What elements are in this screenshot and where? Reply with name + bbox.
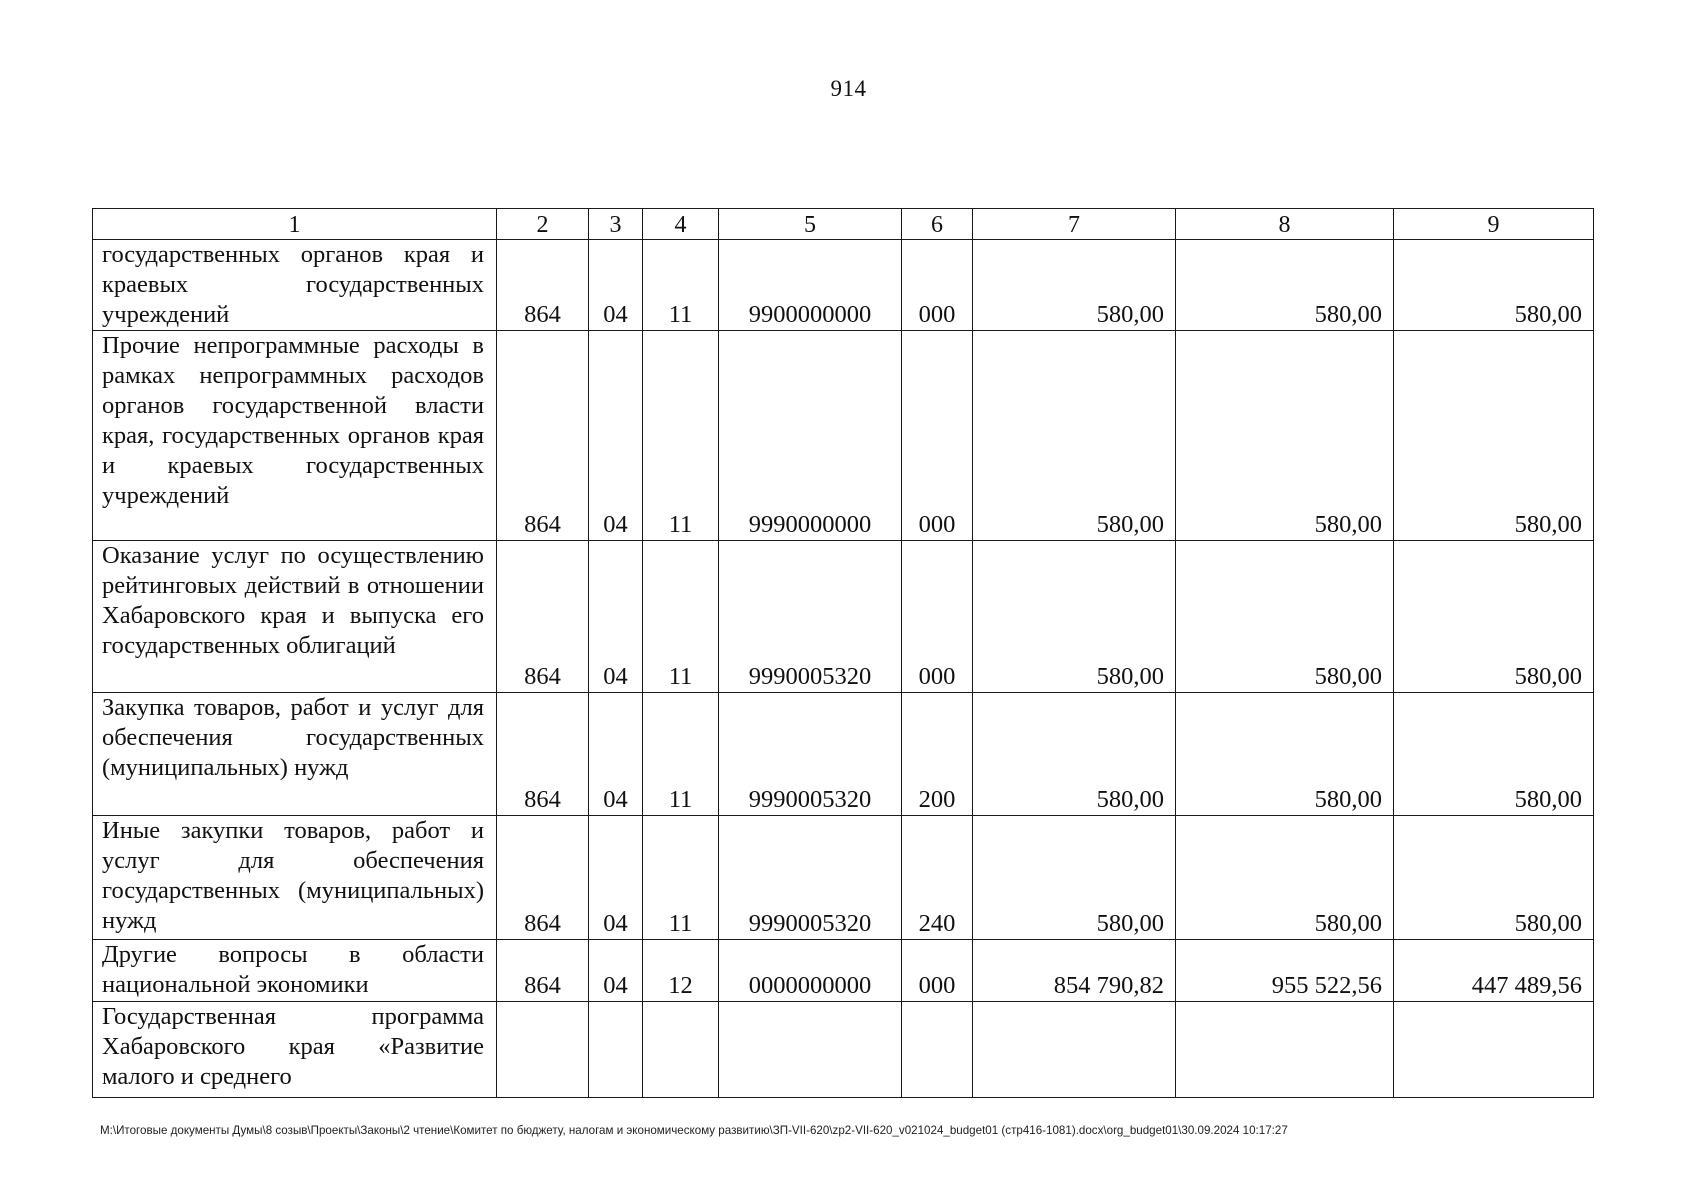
cell-amount-9: 580,00 xyxy=(1394,693,1594,816)
cell-code xyxy=(497,1002,589,1098)
cell-amount-9: 447 489,56 xyxy=(1394,940,1594,1002)
table-row xyxy=(93,940,1594,1002)
row-description: Другие вопросы в области национальной экономики xyxy=(93,940,497,1002)
cell-subsection: 11 xyxy=(643,331,719,541)
row-description: Прочие непрограммные расходы в рамках непрограммных расходов органов государственной власти края, государственных органов края и краевых государственных учреждений xyxy=(93,331,497,541)
cell-section: 04 xyxy=(589,693,643,816)
cell-expense-type: 000 xyxy=(902,541,973,693)
cell-expense-type: 240 xyxy=(902,816,973,940)
cell-section: 04 xyxy=(589,331,643,541)
cell-expense-type: 200 xyxy=(902,693,973,816)
cell-section: 04 xyxy=(589,940,643,1002)
table-row xyxy=(93,1002,1594,1098)
column-header-5: 5 xyxy=(719,209,902,240)
page-number: 914 xyxy=(830,76,867,101)
budget-table xyxy=(92,208,1594,1098)
cell-amount-8 xyxy=(1176,1002,1394,1098)
cell-code: 864 xyxy=(497,816,589,940)
table-row xyxy=(93,541,1594,693)
cell-section: 04 xyxy=(589,541,643,693)
row-description: государственных органов края и краевых государственных учреждений xyxy=(93,240,497,331)
cell-subsection: 11 xyxy=(643,541,719,693)
cell-code: 864 xyxy=(497,541,589,693)
cell-amount-7: 580,00 xyxy=(973,816,1176,940)
cell-amount-7 xyxy=(973,1002,1176,1098)
cell-target-article: 9990000000 xyxy=(719,331,902,541)
cell-amount-7: 854 790,82 xyxy=(973,940,1176,1002)
column-header-1: 1 xyxy=(93,209,497,240)
cell-target-article: 9990005320 xyxy=(719,693,902,816)
cell-code: 864 xyxy=(497,331,589,541)
column-header-9: 9 xyxy=(1394,209,1594,240)
cell-amount-7: 580,00 xyxy=(973,240,1176,331)
column-header-4: 4 xyxy=(643,209,719,240)
cell-code: 864 xyxy=(497,940,589,1002)
cell-subsection: 11 xyxy=(643,240,719,331)
cell-target-article: 9990005320 xyxy=(719,816,902,940)
cell-expense-type: 000 xyxy=(902,331,973,541)
cell-amount-8: 580,00 xyxy=(1176,693,1394,816)
table-row xyxy=(93,816,1594,940)
column-header-3: 3 xyxy=(589,209,643,240)
table-row xyxy=(93,331,1594,541)
cell-amount-8: 955 522,56 xyxy=(1176,940,1394,1002)
footer-file-path: M:\Итоговые документы Думы\8 созыв\Проекты\Законы\2 чтение\Комитет по бюджету, налогам и экономическому развитию\ЗП-VII-620\zp2-VII-620_v021024_budget01 (стр416-1081).docx\org_budget01\30.09.2024 10:17:27 xyxy=(100,1124,1288,1137)
column-header-2: 2 xyxy=(497,209,589,240)
cell-expense-type: 000 xyxy=(902,940,973,1002)
cell-section: 04 xyxy=(589,240,643,331)
cell-subsection: 11 xyxy=(643,816,719,940)
cell-amount-7: 580,00 xyxy=(973,541,1176,693)
cell-expense-type xyxy=(902,1002,973,1098)
cell-amount-9: 580,00 xyxy=(1394,816,1594,940)
column-header-8: 8 xyxy=(1176,209,1394,240)
cell-amount-9 xyxy=(1394,1002,1594,1098)
cell-amount-8: 580,00 xyxy=(1176,816,1394,940)
cell-target-article xyxy=(719,1002,902,1098)
column-header-6: 6 xyxy=(902,209,973,240)
cell-code: 864 xyxy=(497,240,589,331)
cell-section: 04 xyxy=(589,816,643,940)
row-description: Государственная программа Хабаровского края «Развитие малого и среднего xyxy=(93,1002,497,1098)
row-description: Иные закупки товаров, работ и услуг для обеспечения государственных (муниципальных) нужд xyxy=(93,816,497,940)
cell-expense-type: 000 xyxy=(902,240,973,331)
cell-subsection xyxy=(643,1002,719,1098)
cell-amount-8: 580,00 xyxy=(1176,331,1394,541)
cell-code: 864 xyxy=(497,693,589,816)
cell-amount-9: 580,00 xyxy=(1394,541,1594,693)
row-description: Закупка товаров, работ и услуг для обеспечения государственных (муниципальных) нужд xyxy=(93,693,497,816)
cell-amount-8: 580,00 xyxy=(1176,541,1394,693)
cell-amount-7: 580,00 xyxy=(973,331,1176,541)
cell-amount-8: 580,00 xyxy=(1176,240,1394,331)
table-row xyxy=(93,240,1594,331)
cell-subsection: 11 xyxy=(643,693,719,816)
table-row xyxy=(93,693,1594,816)
column-header-7: 7 xyxy=(973,209,1176,240)
header-row xyxy=(93,209,1594,240)
cell-target-article: 9900000000 xyxy=(719,240,902,331)
cell-target-article: 0000000000 xyxy=(719,940,902,1002)
cell-section xyxy=(589,1002,643,1098)
cell-target-article: 9990005320 xyxy=(719,541,902,693)
cell-subsection: 12 xyxy=(643,940,719,1002)
cell-amount-7: 580,00 xyxy=(973,693,1176,816)
row-description: Оказание услуг по осуществлению рейтинговых действий в отношении Хабаровского края и выпуска его государственных облигаций xyxy=(93,541,497,693)
cell-amount-9: 580,00 xyxy=(1394,240,1594,331)
cell-amount-9: 580,00 xyxy=(1394,331,1594,541)
